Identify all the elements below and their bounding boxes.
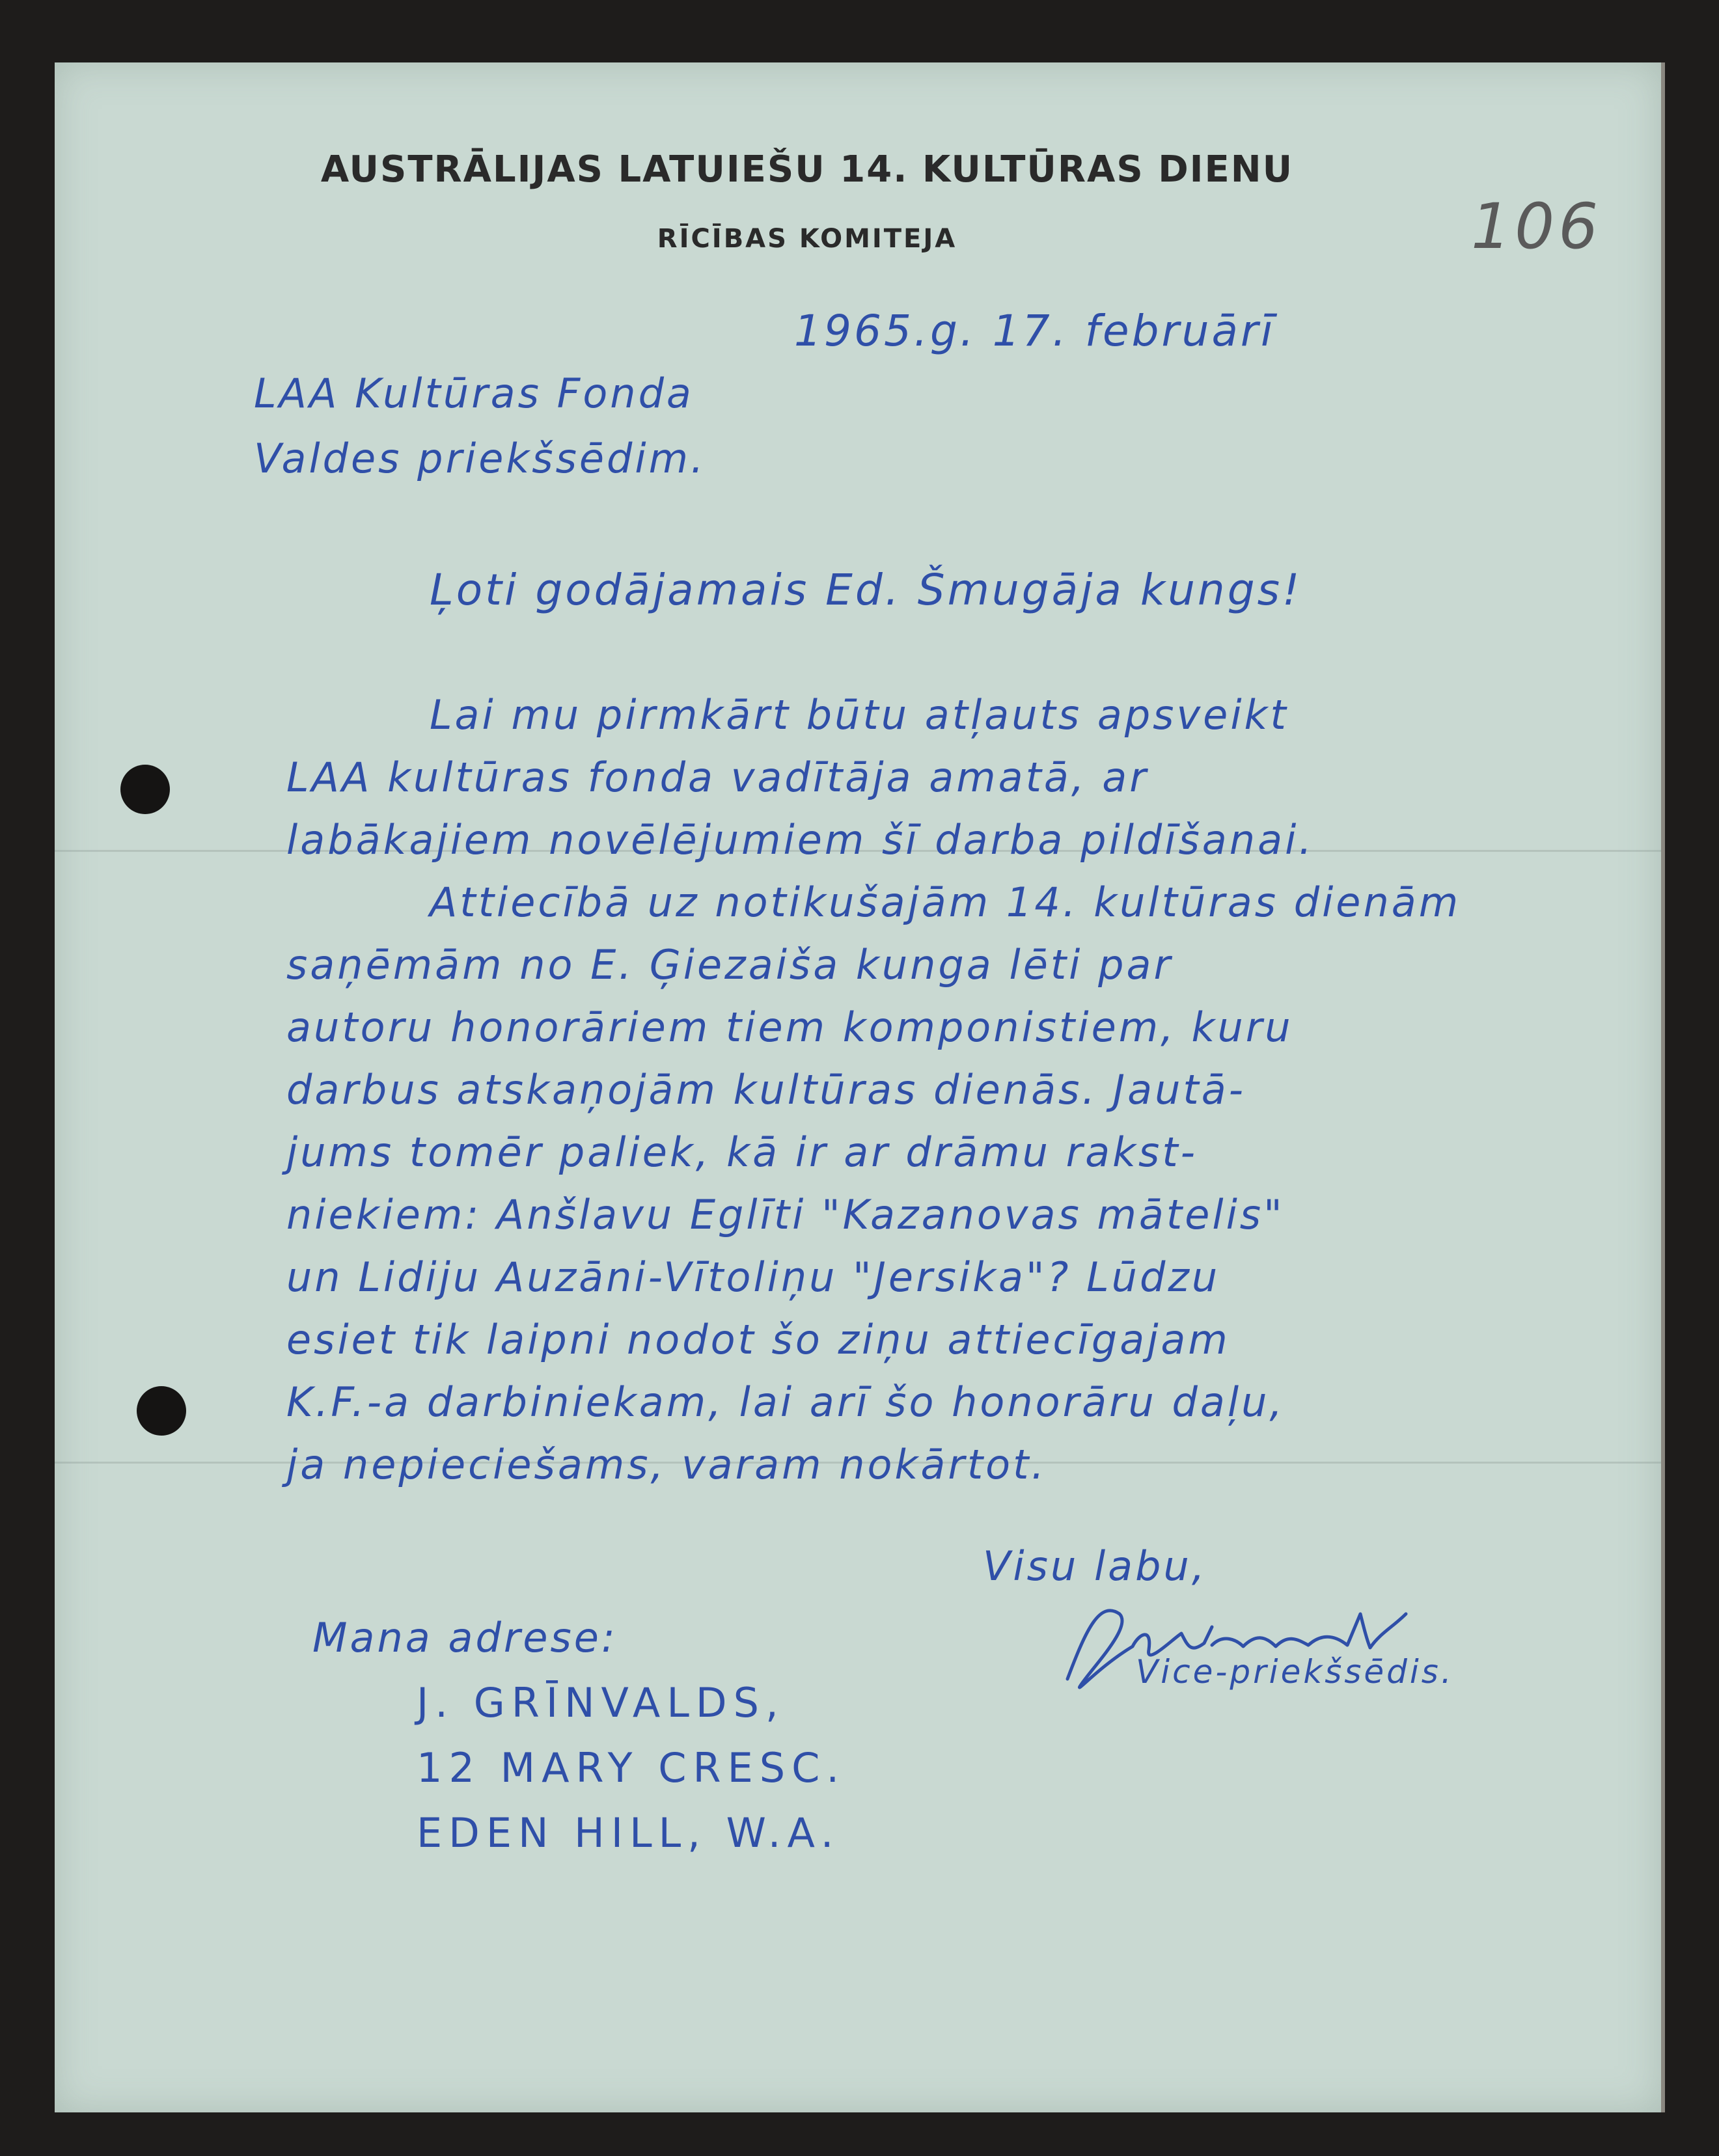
body-line: darbus atskaņojām kultūras dienās. Jautā- bbox=[286, 1066, 1246, 1113]
salutation: Ļoti godājamais Ed. Šmugāja kungs! bbox=[430, 565, 1302, 615]
letter-date: 1965.g. 17. februārī bbox=[794, 306, 1276, 356]
body-line: niekiem: Anšlavu Eglīti "Kazanovas mātelis" bbox=[286, 1191, 1285, 1238]
closing: Visu labu, bbox=[983, 1542, 1207, 1590]
body-line: esiet tik laipni nodot šo ziņu attiecīgajam bbox=[286, 1316, 1230, 1363]
body-line: saņēmām no E. Ģiezaiša kunga lēti par bbox=[286, 941, 1173, 989]
return-address-label: Mana adrese: bbox=[312, 1614, 618, 1661]
body-line: Lai mu pirmkārt būtu atļauts apsveikt bbox=[430, 691, 1289, 739]
letterhead-subtitle: RĪCĪBAS KOMITEJA bbox=[657, 224, 957, 254]
body-line: ja nepieciešams, varam nokārtot. bbox=[286, 1441, 1047, 1488]
signatory-role: Vice-priekšsēdis. bbox=[1136, 1653, 1454, 1691]
body-line: K.F.-a darbiniekam, lai arī šo honorāru daļu, bbox=[286, 1378, 1286, 1426]
page-number: 106 bbox=[1471, 190, 1602, 263]
punch-hole bbox=[137, 1386, 186, 1436]
body-line: autoru honorāriem tiem komponistiem, kuru bbox=[286, 1003, 1293, 1051]
return-address-line: EDEN HILL, W.A. bbox=[417, 1809, 840, 1857]
return-address-line: 12 MARY CRESC. bbox=[417, 1744, 846, 1792]
sheet-edge bbox=[1661, 62, 1665, 2112]
return-address-line: J. GRĪNVALDS, bbox=[417, 1679, 785, 1726]
body-line: LAA kultūras fonda vadītāja amatā, ar bbox=[286, 754, 1149, 801]
body-line: un Lidiju Auzāni-Vītoliņu "Jersika"? Lūdzu bbox=[286, 1253, 1220, 1301]
body-line: Attiecībā uz notikušajām 14. kultūras dienām bbox=[430, 879, 1461, 926]
addressee-line: LAA Kultūras Fonda bbox=[254, 370, 694, 417]
body-line: labākajiem novēlējumiem šī darba pildīšanai. bbox=[286, 816, 1315, 864]
punch-hole bbox=[120, 765, 170, 814]
body-line: jums tomēr paliek, kā ir ar drāmu rakst- bbox=[286, 1128, 1198, 1176]
letterhead-title: AUSTRĀLIJAS LATUIEŠU 14. KULTŪRAS DIENU bbox=[320, 148, 1294, 191]
addressee-line: Valdes priekšsēdim. bbox=[254, 435, 706, 482]
